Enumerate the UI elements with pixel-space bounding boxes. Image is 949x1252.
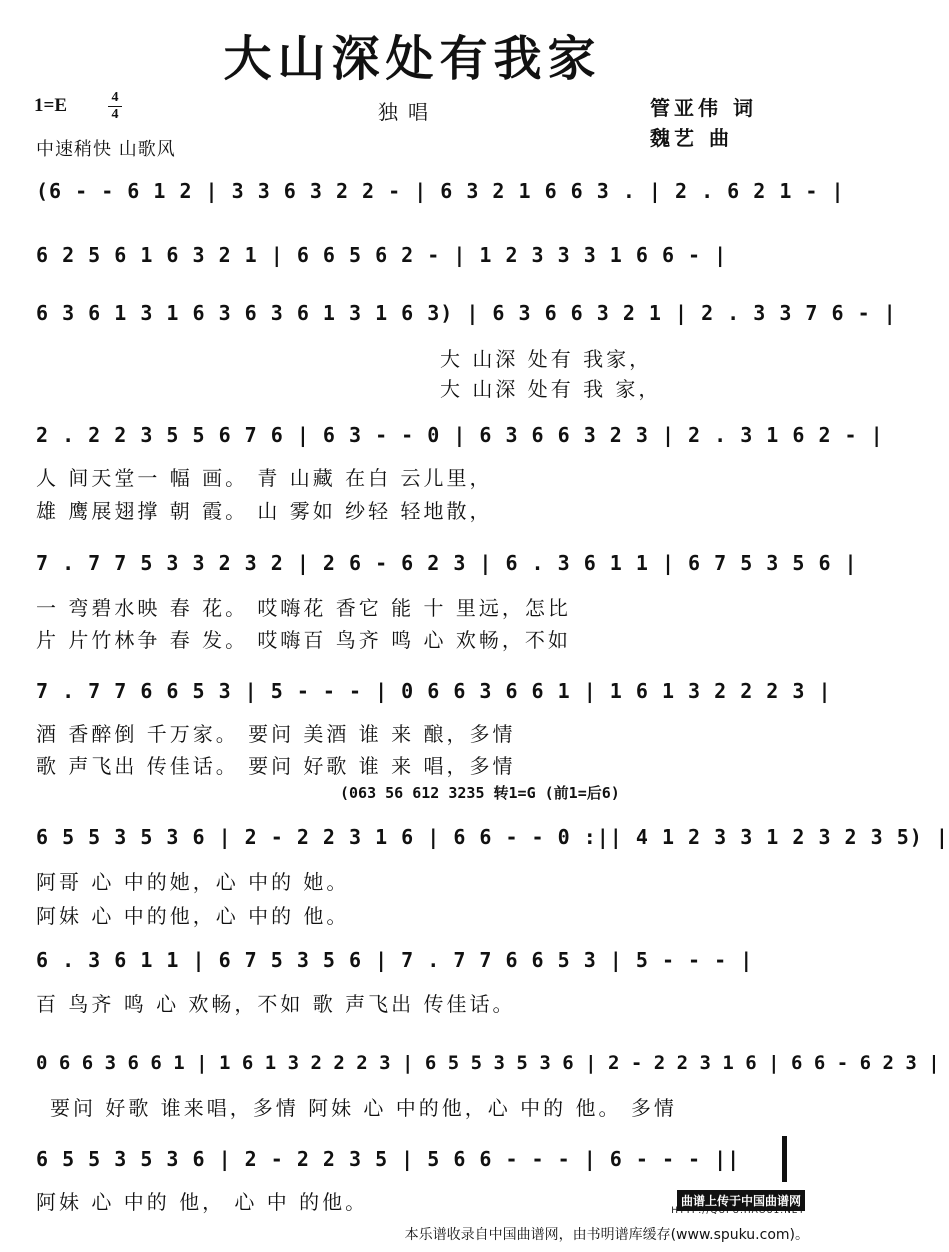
notes-line-8: 6 . 3 6 1 1 | 6 7 5 3 5 6 | 7 . 7 7 6 6 5 3 | 5 - - - | (36, 948, 754, 972)
notes-line-10: 6 5 5 3 5 3 6 | 2 - 2 2 3 5 | 5 6 6 - - - | 6 - - - || (36, 1147, 741, 1171)
site-url: HTTP://QUPU.HAO81.NET (671, 1206, 805, 1216)
lyric-line-9: 要问 好歌 谁来唱，多情 阿妹 心 中的他，心 中的 他。 多情 (50, 1096, 677, 1120)
notes-line-4: 2 . 2 2 3 5 5 6 7 6 | 6 3 - - 0 | 6 3 6 6 3 2 3 | 2 . 3 1 6 2 - | (36, 423, 884, 447)
composer-credit: 魏艺 曲 (650, 126, 733, 150)
lyric-line-3a: 大 山深 处有 我家， (440, 347, 653, 371)
tempo-marking: 中速稍快 山歌风 (36, 139, 176, 160)
lyric-line-6b: 歌 声飞出 传佳话。 要问 好歌 谁 来 唱，多情 (36, 754, 516, 778)
score-line-2 (36, 232, 792, 278)
page-title: 大山深处有我家 (223, 31, 602, 87)
score-line-9 (36, 1040, 940, 1086)
interlude-annotation: (063 56 612 3235 转1=G (前1=后6) (340, 784, 620, 802)
lyric-line-5a: 一 弯碧水映 春 花。 哎嗨花 香它 能 十 里远，怎比 (36, 596, 571, 620)
time-signature (108, 90, 122, 123)
score-line-10 (36, 1136, 792, 1182)
notes-line-9: 0 6 6 3 6 6 1 | 1 6 1 3 2 2 2 3 | 6 5 5 3 5 3 6 | 2 - 2 2 3 1 6 | 6 6 - 6 2 3 | (36, 1052, 940, 1074)
score-line-5 (36, 540, 858, 586)
score-line-8 (36, 937, 792, 983)
source-notice: 本乐谱收录自中国曲谱网，由书明谱库缓存(www.spuku.com)。 (404, 1227, 809, 1243)
score-line-1 (36, 168, 845, 214)
meter-bottom: 4 (111, 107, 119, 122)
lyric-line-7b: 阿妹 心 中的他，心 中的 他。 (36, 904, 350, 928)
lyric-line-3b: 大 山深 处有 我 家， (440, 377, 662, 401)
score-line-6 (36, 668, 832, 714)
lyric-line-10: 阿妹 心 中的 他， 心 中 的他。 (36, 1190, 369, 1214)
notes-line-6: 7 . 7 7 6 6 5 3 | 5 - - - | 0 6 6 3 6 6 1 | 1 6 1 3 2 2 2 3 | (36, 679, 832, 703)
lyric-line-4b: 雄 鹰展翅撑 朝 霞。 山 雾如 纱轻 轻地散， (36, 499, 493, 523)
notes-line-3: 6 3 6 1 3 1 6 3 6 3 6 1 3 1 6 3) | 6 3 6 6 3 2 1 | 2 . 3 3 7 6 - | (36, 301, 897, 325)
lyric-line-4a: 人 间天堂一 幅 画。 青 山藏 在白 云儿里， (36, 466, 493, 490)
notes-line-1: (6 - - 6 1 2 | 3 3 6 3 2 2 - | 6 3 2 1 6 6 3 . | 2 . 6 2 1 - | (36, 179, 845, 203)
notes-line-2: 6 2 5 6 1 6 3 2 1 | 6 6 5 6 2 - | 1 2 3 3 3 1 6 6 - | (36, 243, 728, 267)
notes-line-7: 6 5 5 3 5 3 6 | 2 - 2 2 3 1 6 | 6 6 - - 0 :|| 4 1 2 3 3 1 2 3 2 3 5) | (36, 825, 949, 849)
key-signature: 1=E (34, 95, 67, 116)
lyricist-credit: 管亚伟 词 (650, 96, 757, 120)
lyric-line-6a: 酒 香醉倒 千万家。 要问 美酒 谁 来 酿，多情 (36, 722, 516, 746)
performance-mode: 独唱 (378, 100, 438, 124)
score-line-4 (36, 412, 884, 458)
score-line-3 (36, 290, 897, 336)
score-line-7 (36, 814, 949, 860)
final-barline (782, 1136, 787, 1182)
notes-line-5: 7 . 7 7 5 3 3 2 3 2 | 2 6 - 6 2 3 | 6 . 3 6 1 1 | 6 7 5 3 5 6 | (36, 551, 858, 575)
lyric-line-8: 百 鸟齐 鸣 心 欢畅，不如 歌 声飞出 传佳话。 (36, 992, 516, 1016)
lyric-line-7a: 阿哥 心 中的她，心 中的 她。 (36, 870, 350, 894)
lyric-line-5b: 片 片竹林争 春 发。 哎嗨百 鸟齐 鸣 心 欢畅，不如 (36, 628, 571, 652)
meter-top: 4 (111, 90, 119, 105)
site-badge: 曲谱上传于中国曲谱网 (677, 1190, 805, 1211)
